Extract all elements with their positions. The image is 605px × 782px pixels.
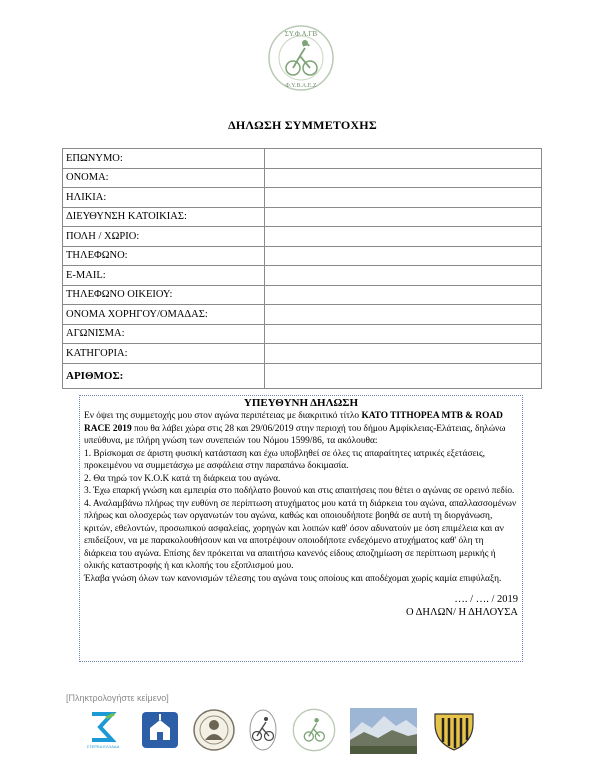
- responsible-declaration: [79, 395, 523, 662]
- form-value-field[interactable]: [265, 227, 542, 247]
- form-label: ΤΗΛΕΦΩΝΟ:: [63, 246, 265, 266]
- cyclist-emblem-icon: [292, 708, 336, 752]
- form-label: ΑΡΙΘΜΟΣ:: [63, 363, 265, 388]
- svg-text:ΣΤΕΡΕΑ ΕΛΛΑΔΑ: ΣΤΕΡΕΑ ΕΛΛΑΔΑ: [86, 744, 120, 749]
- form-label: ΟΝΟΜΑ ΧΟΡΗΓΟΥ/ΟΜΑΔΑΣ:: [63, 305, 265, 325]
- striped-shield-icon: [431, 710, 477, 752]
- form-row: [63, 363, 542, 388]
- church-logo-icon: [140, 710, 180, 750]
- form-label: ΚΑΤΗΓΟΡΙΑ:: [63, 344, 265, 364]
- cyclist-oval-icon: [248, 708, 278, 752]
- form-row: [63, 324, 542, 344]
- svg-text:ΣΥ.Φ.Α.ΓΒ: ΣΥ.Φ.Α.ΓΒ: [284, 30, 318, 38]
- form-row: [63, 188, 542, 208]
- form-label: ΠΟΛΗ / ΧΩΡΙΟ:: [63, 227, 265, 247]
- form-value-field[interactable]: [265, 188, 542, 208]
- signature-line: Ο ΔΗΛΩΝ/ Η ΔΗΛΟΥΣΑ: [406, 607, 518, 618]
- declaration-intro: Εν όψει της συμμετοχής μου στον αγώνα περιπέτειας με διακριτικό τίτλο ΚΑΤΟ ΤΙΤΗΟΡΕΑ MTB & ROAD RACE 2019 που θα λάβει χώρα στις 28 και 29/06/2019 στην περιοχή του δήμου Αμφίκλειας-Ελάτειας, δηλώνω υπεύθυνα, με πλήρη γνώση των συνεπειών του Νόμου 1599/86, τα ακόλουθα:: [84, 411, 506, 446]
- form-label: ΕΠΩΝΥΜΟ:: [63, 149, 265, 169]
- form-row: [63, 344, 542, 364]
- form-row: [63, 266, 542, 286]
- date-line: …. / …. / 2019: [454, 594, 518, 605]
- form-value-field[interactable]: [265, 246, 542, 266]
- declaration-item: Έλαβα γνώση όλων των κανονισμών τέλεσης του αγώνα τους οποίους και αποδέχομαι χωρίς καμία επιφύλαξη.: [84, 573, 502, 584]
- declaration-item: 1. Βρίσκομαι σε άριστη φυσική κατάσταση και έχω υποβληθεί σε όλες τις απαραίτητες ιατρικές εξετάσεις, προκειμένου να συμμετάσχω με ασφάλεια στην παραπάνω δοκιμασία.: [84, 448, 486, 471]
- form-value-field[interactable]: [265, 149, 542, 169]
- declaration-item: 3. Έχω επαρκή γνώση και εμπειρία στο ποδήλατο βουνού και στις απαιτήσεις που θέτει ο αγώνας σε ορεινό πεδίο.: [84, 486, 515, 496]
- declaration-item: 2. Θα τηρώ τον Κ.Ο.Κ κατά τη διάρκεια του αγώνα.: [84, 473, 281, 484]
- participant-form: [62, 148, 542, 389]
- form-row: [63, 305, 542, 325]
- form-value-field[interactable]: [265, 363, 542, 388]
- form-value-field[interactable]: [265, 266, 542, 286]
- club-emblem-logo: [267, 24, 335, 92]
- form-row: [63, 246, 542, 266]
- form-value-field[interactable]: [265, 305, 542, 325]
- page-title: ΔΗΛΩΣΗ ΣΥΜΜΕΤΟΧΗΣ: [228, 118, 377, 132]
- form-value-field[interactable]: [265, 207, 542, 227]
- form-label: ΟΝΟΜΑ:: [63, 168, 265, 188]
- form-label: E-MAIL:: [63, 266, 265, 286]
- form-row: [63, 285, 542, 305]
- form-row: [63, 227, 542, 247]
- form-value-field[interactable]: [265, 285, 542, 305]
- sigma-logo-icon: [86, 710, 120, 750]
- form-row: [63, 149, 542, 169]
- portrait-seal-icon: [193, 708, 235, 752]
- form-row: [63, 168, 542, 188]
- footer-placeholder[interactable]: [Πληκτρολογήστε κείμενο]: [66, 693, 169, 703]
- mountain-landscape-icon: [350, 708, 417, 754]
- form-row: [63, 207, 542, 227]
- form-label: ΤΗΛΕΦΩΝΟ ΟΙΚΕΙΟΥ:: [63, 285, 265, 305]
- footer-logos: [0, 706, 605, 766]
- form-value-field[interactable]: [265, 344, 542, 364]
- form-value-field[interactable]: [265, 168, 542, 188]
- form-label: ΗΛΙΚΙΑ:: [63, 188, 265, 208]
- form-label: ΔΙΕΥΘΥΝΣΗ ΚΑΤΟΙΚΙΑΣ:: [63, 207, 265, 227]
- svg-text:Φ.Υ.Β.Α.Ε.Ζ: Φ.Υ.Β.Α.Ε.Ζ: [285, 83, 317, 89]
- form-label: ΑΓΩΝΙΣΜΑ:: [63, 324, 265, 344]
- declaration-item: 4. Αναλαμβάνω πλήρως την ευθύνη σε περίπτωση ατυχήματος μου κατά τη διάρκεια του αγώνα, απαλλασσομένων πλήρως και ολοσχερώς των οργανωτών του αγώνα, καθώς και οποιουδήποτε βοηθά σε αυτή τη διοργάνωση, κριτών, εθελοντών, προσωπικού ασφαλείας, χορηγών και λοιπών καθ' όσον αδυνατούν με όση επιμέλεια και αν επιδείξουν, να με παρακολουθήσουν και να αποτρέψουν οποιοδήποτε ενδεχόμενο ατυχήματος καθ' όλη τη διάρκεια του αγώνα. Επίσης δεν πρόκειται να απαιτήσω κανενός είδους αποζημίωση σε περίπτωση μερικής ή ολικής καταστροφής ή και κλοπής του εξοπλισμού μου.: [84, 498, 517, 571]
- declaration-title: ΥΠΕΥΘΥΝΗ ΔΗΛΩΣΗ: [243, 397, 359, 409]
- form-value-field[interactable]: [265, 324, 542, 344]
